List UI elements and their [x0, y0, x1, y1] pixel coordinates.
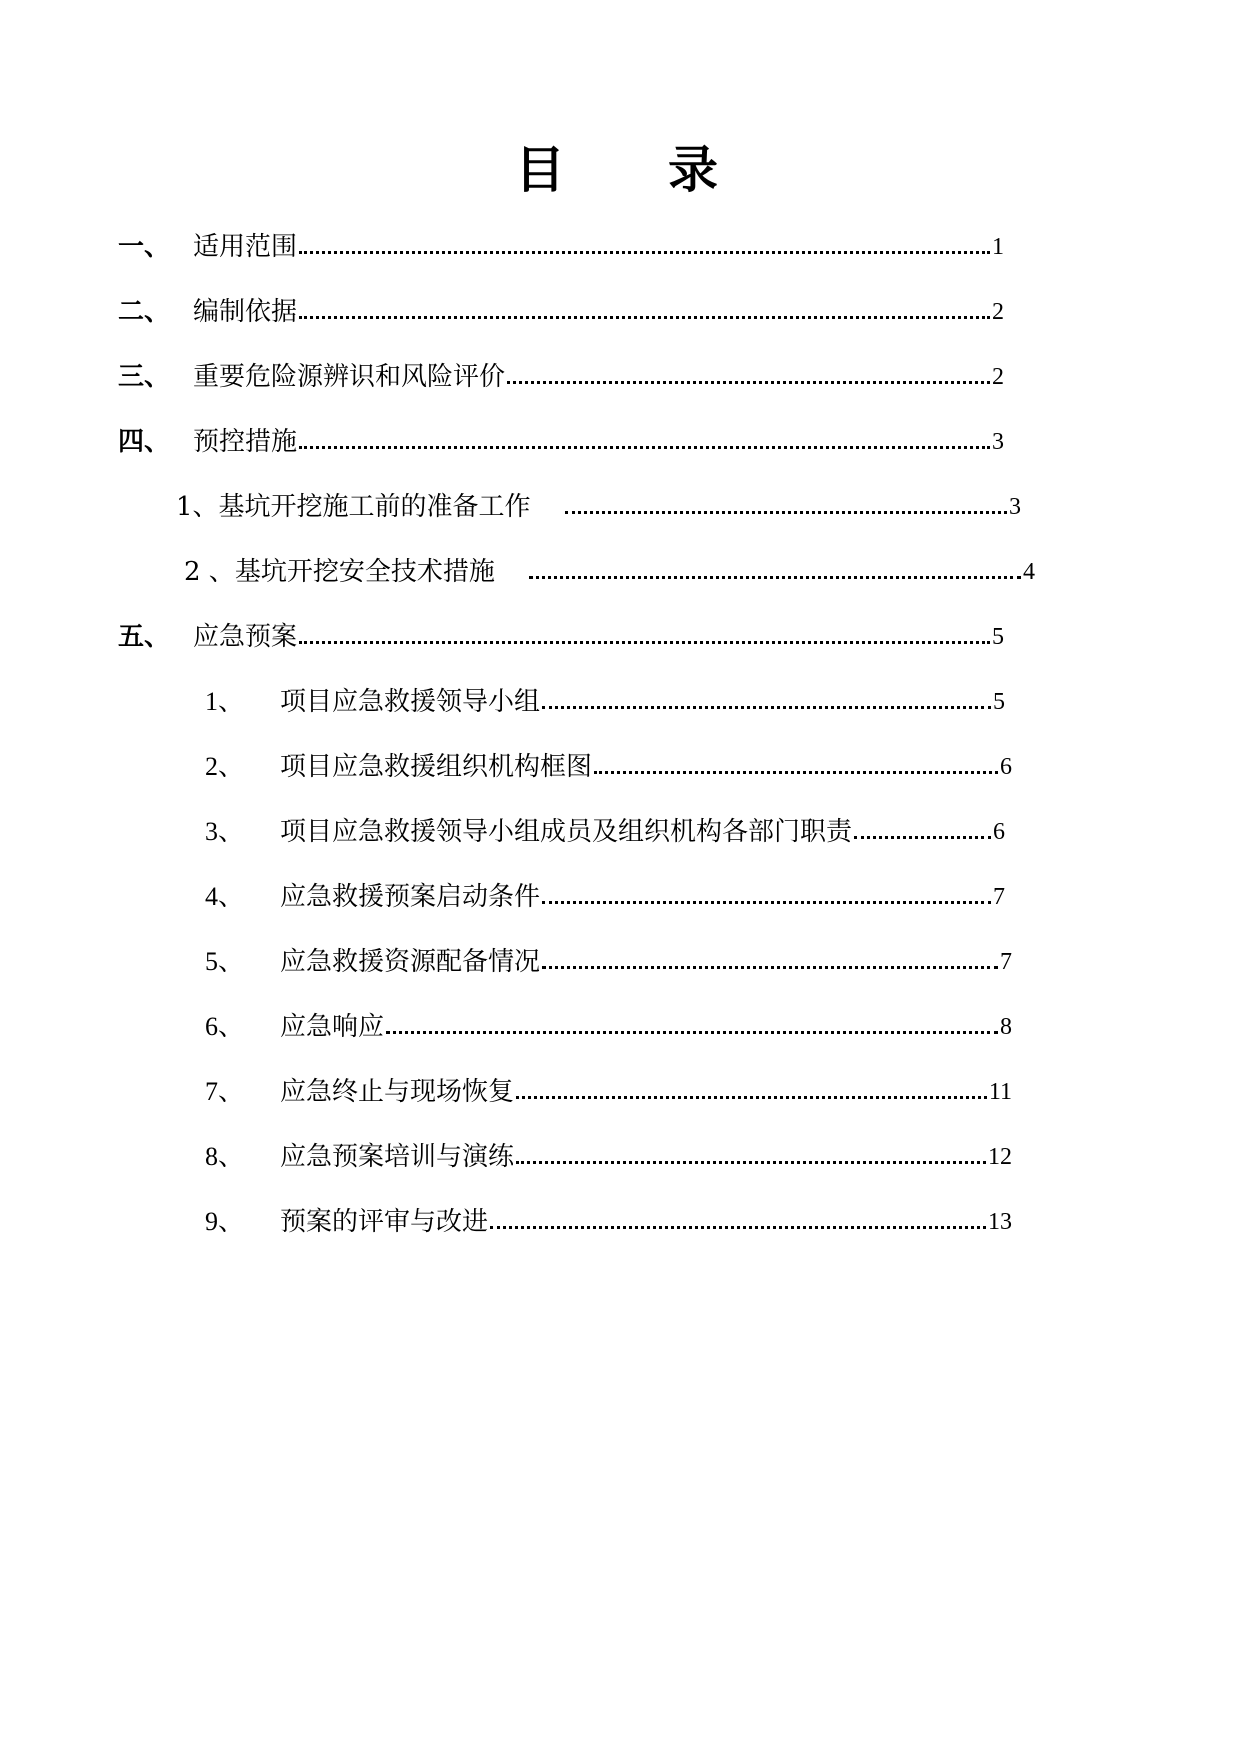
toc-entry-number: 1、 — [176, 492, 219, 522]
toc-entry-number: 1、 — [205, 687, 245, 716]
toc-entry-label: 基坑开挖安全技术措施 — [234, 557, 495, 587]
toc-entry-number: 9、 — [205, 1207, 245, 1236]
toc-entry-label: 项目应急救援领导小组 — [280, 687, 541, 717]
toc-entry-number: 5、 — [205, 947, 245, 976]
toc-entry-page: 7 — [1000, 949, 1012, 975]
toc-entry-page: 3 — [1009, 494, 1021, 520]
toc-entry-label: 应急预案培训与演练 — [280, 1142, 515, 1172]
toc-entry[interactable] — [205, 942, 1012, 982]
toc-entry-page: 5 — [993, 689, 1005, 715]
toc-entry[interactable] — [205, 877, 1005, 917]
toc-entry-number: 一、 — [118, 232, 171, 262]
dot-leader — [852, 812, 993, 852]
dot-leader — [488, 1202, 988, 1242]
toc-entry-label: 项目应急救援组织机构框图 — [280, 752, 593, 782]
toc-entry-label: 预案的评审与改进 — [280, 1207, 489, 1237]
toc-entry[interactable] — [184, 552, 1035, 592]
toc-entry-number: 8、 — [205, 1142, 245, 1171]
toc-entry-page: 13 — [988, 1209, 1012, 1235]
toc-entry-page: 7 — [993, 884, 1005, 910]
toc-entry-number: 2、 — [205, 752, 245, 781]
toc-entry-page: 3 — [992, 429, 1004, 455]
toc-entry-page: 1 — [992, 234, 1004, 260]
toc-entry[interactable] — [118, 357, 1004, 397]
toc-entry-number: 五、 — [118, 622, 171, 652]
toc-entry[interactable] — [205, 1007, 1012, 1047]
toc-entry[interactable] — [118, 292, 1004, 332]
toc-entry-page: 12 — [988, 1144, 1012, 1170]
dot-leader — [540, 942, 1000, 982]
toc-entry[interactable] — [205, 747, 1012, 787]
toc-entry-number: 3、 — [205, 817, 245, 846]
toc-entry-label: 项目应急救援领导小组成员及组织机构各部门职责 — [280, 817, 853, 847]
toc-entry-label: 应急救援预案启动条件 — [280, 882, 541, 912]
toc-entry[interactable] — [205, 1202, 1012, 1242]
toc-entry-label: 编制依据 — [193, 297, 298, 327]
dot-leader — [592, 747, 1000, 787]
dot-leader — [384, 1007, 1000, 1047]
toc-entry-label: 应急终止与现场恢复 — [280, 1077, 515, 1107]
toc-entry-number: 2 、 — [184, 557, 235, 587]
toc-entry-page: 6 — [1000, 754, 1012, 780]
toc-entry-number: 7、 — [205, 1077, 245, 1106]
toc-entry-number: 二、 — [118, 297, 171, 327]
dot-leader — [297, 227, 992, 267]
toc-entry[interactable] — [118, 617, 1004, 657]
toc-entry-label: 重要危险源辨识和风险评价 — [193, 362, 506, 392]
toc-entry-label: 应急救援资源配备情况 — [280, 947, 541, 977]
toc-entry[interactable] — [205, 682, 1005, 722]
dot-leader — [297, 617, 992, 657]
toc-entry[interactable] — [118, 422, 1004, 462]
toc-entry[interactable] — [118, 227, 1004, 267]
toc-entry[interactable] — [205, 1072, 1012, 1112]
toc-entry-page: 5 — [992, 624, 1004, 650]
dot-leader — [540, 877, 993, 917]
dot-leader — [514, 1137, 988, 1177]
toc-entry[interactable] — [205, 1137, 1012, 1177]
toc-entry-page: 4 — [1023, 559, 1035, 585]
toc-entry-number: 四、 — [118, 427, 171, 457]
toc-entry-page: 8 — [1000, 1014, 1012, 1040]
dot-leader — [563, 487, 1009, 527]
toc-entry-label: 适用范围 — [193, 232, 298, 262]
dot-leader — [297, 422, 992, 462]
toc-entry-number: 4、 — [205, 882, 245, 911]
toc-entry-page: 6 — [993, 819, 1005, 845]
dot-leader — [540, 682, 993, 722]
toc-entry-page: 2 — [992, 364, 1004, 390]
toc-entry-page: 11 — [988, 1079, 1012, 1105]
toc-entry-number: 6、 — [205, 1012, 245, 1041]
dot-leader — [527, 552, 1023, 592]
toc-entry-label: 应急响应 — [280, 1012, 385, 1042]
toc-entry[interactable] — [205, 812, 1005, 852]
toc-entry[interactable] — [176, 487, 1021, 527]
title-char-1: 目 — [515, 141, 565, 199]
dot-leader — [505, 357, 992, 397]
toc-entry-number: 三、 — [118, 362, 171, 392]
toc-entry-label: 预控措施 — [193, 427, 298, 457]
dot-leader — [297, 292, 992, 332]
dot-leader — [514, 1072, 989, 1112]
toc-entry-page: 2 — [992, 299, 1004, 325]
toc-entry-label: 应急预案 — [193, 622, 298, 652]
title-char-2: 录 — [668, 141, 718, 199]
toc-entry-label: 基坑开挖施工前的准备工作 — [218, 492, 531, 522]
